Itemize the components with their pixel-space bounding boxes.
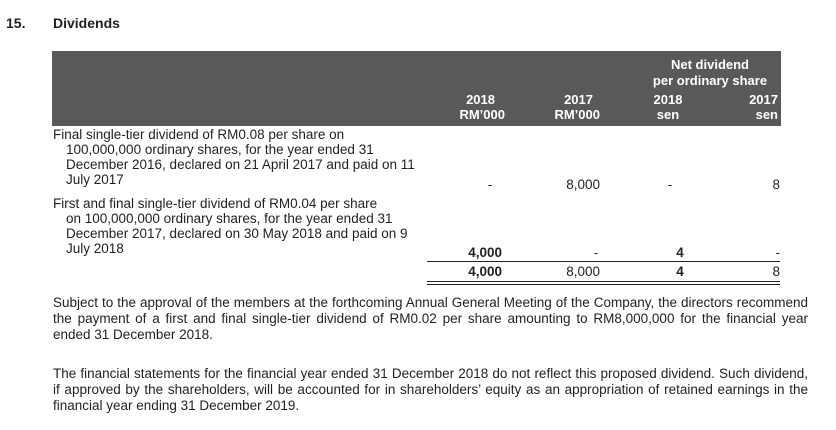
note-proposed-dividend: Subject to the approval of the members at the forthcoming Annual General Meeting of the Company, the directors recommend the payment of a first and final single-tier dividend of RM0.02 per share amounting to RM8,000,000 for the financial year ended 31 December 2018. — [53, 295, 808, 342]
net-dividend-header-line2: per ordinary share — [652, 73, 768, 88]
row-2-2018-sen: 4 — [676, 245, 684, 260]
row-1-description — [53, 127, 423, 187]
row-1-2018-sen: - — [667, 177, 673, 192]
col-2017-rm-year: 2017 — [564, 92, 593, 107]
totals-top-rule — [427, 261, 780, 262]
col-2017-rm-unit: RM’000 — [554, 107, 600, 122]
total-2017-sen: 8 — [772, 264, 780, 279]
row-1-description-rest: 100,000,000 ordinary shares, for the year ended 31 December 2016, declared on 21 April 2017 and paid on 11 July 2017 — [66, 142, 415, 187]
section-number: 15. — [6, 15, 26, 31]
row-1-description-first: Final single-tier dividend of RM0.08 per share on — [53, 127, 345, 142]
col-2018-sen-year: 2018 — [653, 92, 683, 107]
total-2018-rm: 4,000 — [468, 264, 502, 279]
note-financial-statements: The financial statements for the financial year ended 31 December 2018 do not reflect this proposed dividend. Such dividend, if approved by the shareholders, will be accounted for in shareholders’ equity as an appropriation of retained earnings in the financial year ending 31 December 2019. — [53, 366, 808, 413]
total-2017-rm: 8,000 — [566, 264, 600, 279]
total-2018-sen: 4 — [676, 264, 684, 279]
row-2-2018-rm: 4,000 — [468, 245, 502, 260]
col-2017-sen-year: 2017 — [749, 92, 778, 107]
net-dividend-header-line1: Net dividend — [670, 57, 749, 72]
totals-double-rule-lower — [427, 284, 780, 285]
row-2-description — [53, 196, 423, 256]
col-2018-rm-year: 2018 — [466, 92, 495, 107]
row-1-2017-sen: 8 — [772, 177, 780, 192]
row-1-2018-rm: - — [487, 177, 493, 192]
section-title: Dividends — [53, 15, 120, 31]
col-2017-sen-unit: sen — [755, 107, 778, 122]
col-2018-sen-unit: sen — [656, 107, 680, 122]
row-2-2017-rm: - — [593, 245, 599, 260]
row-2-description-first: First and final single-tier dividend of RM0.04 per share — [53, 196, 378, 211]
row-2-2017-sen: - — [775, 245, 780, 260]
col-2018-rm-unit: RM’000 — [459, 107, 505, 122]
row-2-description-rest: on 100,000,000 ordinary shares, for the year ended 31 December 2017, declared on 30 May 2018 and paid on 9 July 2018 — [66, 211, 408, 256]
row-1-2017-rm: 8,000 — [566, 177, 600, 192]
totals-double-rule-upper — [427, 281, 780, 282]
